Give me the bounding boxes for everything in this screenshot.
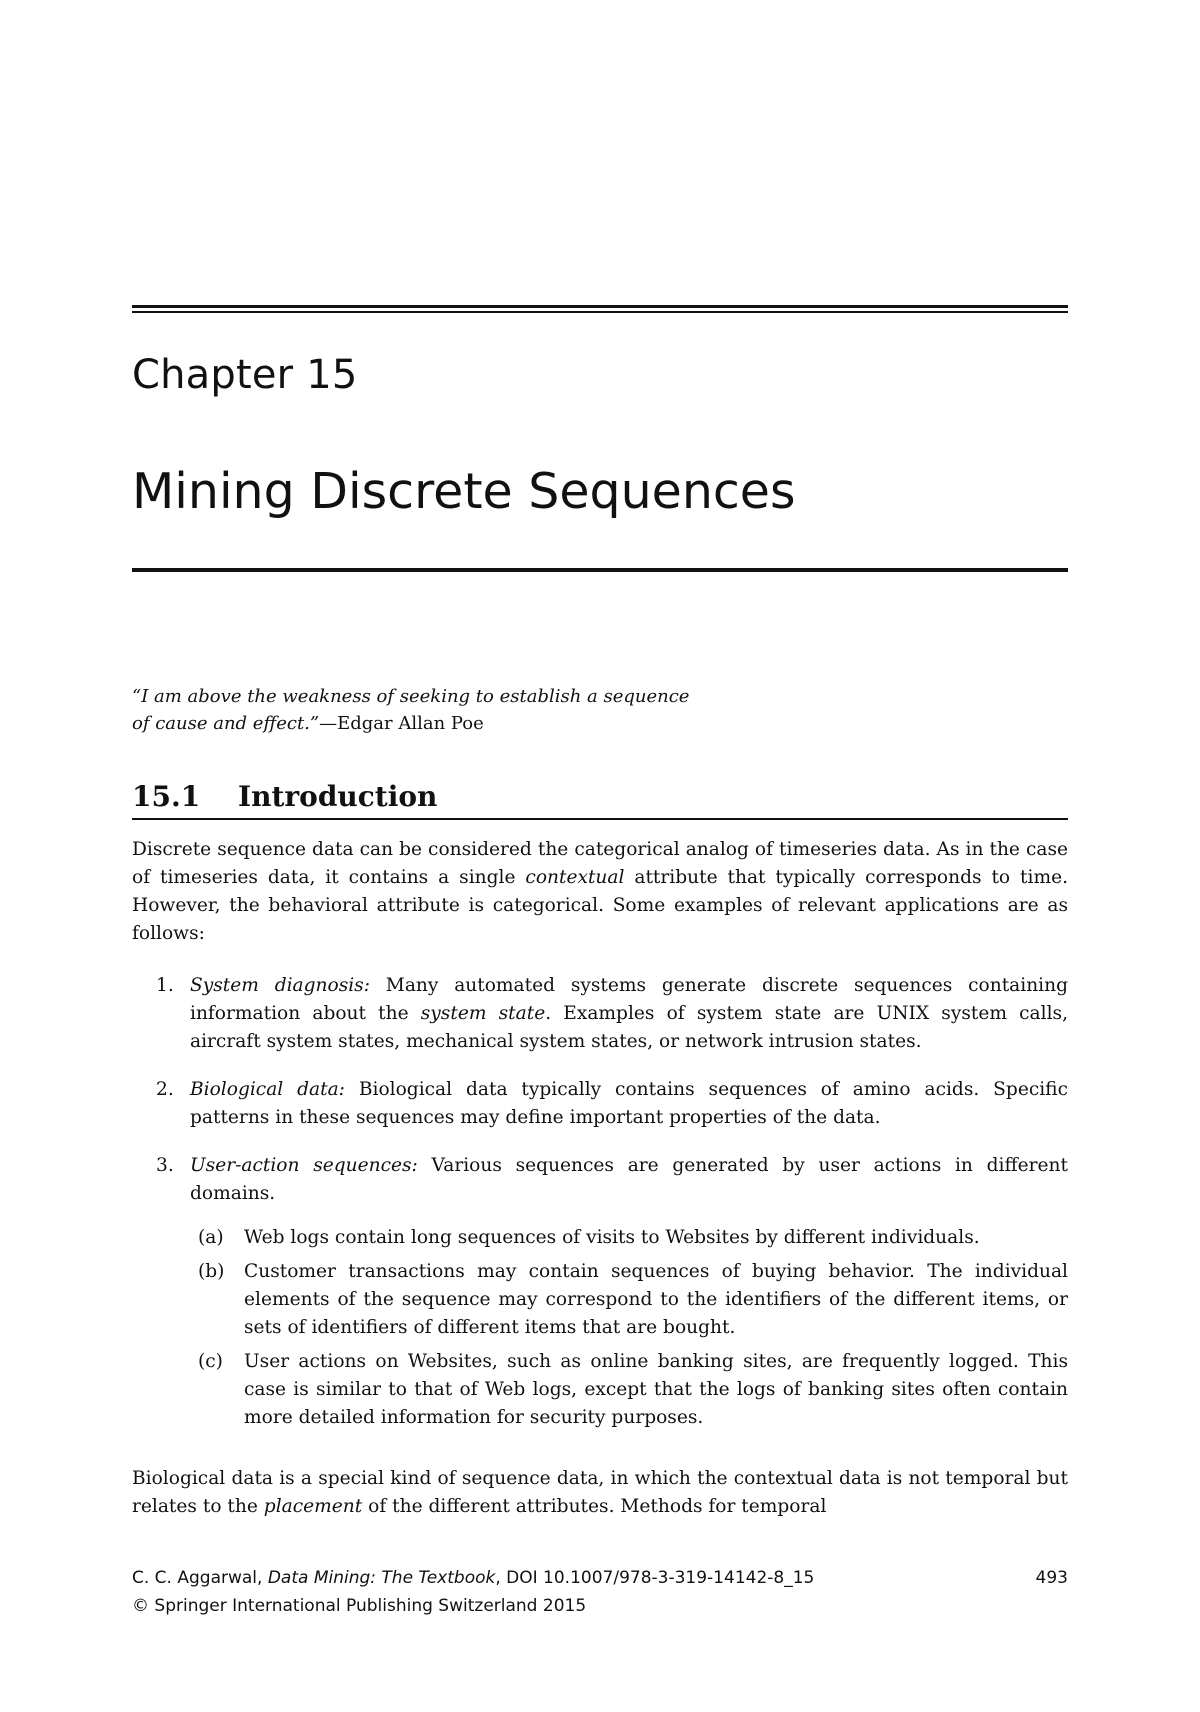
closing-emphasis: placement: [263, 1496, 363, 1517]
list-term: System diagnosis:: [190, 975, 370, 996]
epigraph-quote: “I am above the weakness of seeking to establish a sequence of cause and effect.”: [132, 686, 690, 734]
sub-list-text: Customer transactions may contain sequences of buying behavior. The individual elements of the sequence may correspond to the identifiers of the different items, or sets of identifiers of different items that are bought.: [244, 1261, 1068, 1338]
list-text: Various sequences are generated by user actions in different domains.: [190, 1155, 1068, 1204]
sub-list-item: [190, 1348, 1068, 1432]
chapter-bottom-rule: [132, 568, 1068, 572]
epigraph-attribution: —Edgar Allan Poe: [319, 713, 484, 734]
sub-list-marker: (c): [198, 1351, 223, 1372]
section-rule: [132, 818, 1068, 820]
sub-list-item: [190, 1258, 1068, 1342]
intro-text-a: Discrete sequence data can be considered the categorical analog of timeseries data. As in the case of timeseries data, it contains a single: [132, 839, 1068, 888]
section-number: 15.1: [132, 780, 201, 813]
list-marker: 2.: [156, 1079, 174, 1100]
list-item: [132, 1152, 1068, 1432]
list-emphasis: system state: [420, 1003, 546, 1024]
sub-list-marker: (a): [198, 1227, 224, 1248]
list-text: Many automated systems generate discrete sequences containing information about the: [190, 975, 1068, 1024]
citation-line: [132, 1564, 1068, 1592]
intro-paragraph: [132, 836, 1068, 948]
list-item: [132, 1076, 1068, 1132]
closing-text-b: of the different attributes. Methods for temporal: [362, 1496, 827, 1517]
sub-list-text: Web logs contain long sequences of visits to Websites by different individuals.: [244, 1227, 980, 1248]
application-list-item-1-wrap: [132, 972, 1068, 1056]
intro-text-b: attribute that typically corresponds to time. However, the behavioral attribute is categorical. Some examples of relevant applications are as follows:: [132, 867, 1068, 944]
footer-author: C. C. Aggarwal,: [132, 1568, 268, 1588]
section-title: Introduction: [238, 780, 438, 813]
list-marker: 3.: [156, 1155, 174, 1176]
chapter-label: Chapter 15: [132, 352, 358, 398]
chapter-top-rule-thin: [132, 311, 1068, 313]
list-text: . Examples of system state are UNIX system calls, aircraft system states, mechanical system states, or network intrusion states.: [190, 1003, 1068, 1052]
page-footer: [132, 1564, 1068, 1620]
list-term: Biological data:: [190, 1079, 345, 1100]
footer-book-title: Data Mining: The Textbook: [267, 1568, 496, 1588]
sub-list-marker: (b): [198, 1261, 225, 1282]
sublist: [190, 1224, 1068, 1432]
section-heading: [132, 780, 1068, 813]
copyright-line: © Springer International Publishing Switzerland 2015: [132, 1596, 587, 1616]
list-item: [132, 972, 1068, 1056]
chapter-top-rule: [132, 305, 1068, 308]
page-number: 493: [1035, 1568, 1068, 1588]
closing-paragraph: [132, 1465, 1068, 1521]
footer-doi: , DOI 10.1007/978-3-319-14142-8_15: [495, 1568, 815, 1588]
intro-emphasis: contextual: [525, 867, 625, 888]
application-list-item-3-wrap: [132, 1152, 1068, 1438]
closing-text-a: Biological data is a special kind of sequence data, in which the contextual data is not temporal but relates to the: [132, 1468, 1068, 1517]
sub-list-item: [190, 1224, 1068, 1252]
list-term: User-action sequences:: [190, 1155, 418, 1176]
list-marker: 1.: [156, 975, 174, 996]
book-page: [132, 0, 1068, 1712]
list-text: Biological data typically contains sequences of amino acids. Specific patterns in these sequences may define important properties of the data.: [190, 1079, 1068, 1128]
sub-list-text: User actions on Websites, such as online banking sites, are frequently logged. This case is similar to that of Web logs, except that the logs of banking sites often contain more detailed information for security purposes.: [244, 1351, 1068, 1428]
application-list-item-2-wrap: [132, 1076, 1068, 1132]
epigraph: [132, 683, 692, 737]
chapter-title: Mining Discrete Sequences: [132, 463, 796, 520]
